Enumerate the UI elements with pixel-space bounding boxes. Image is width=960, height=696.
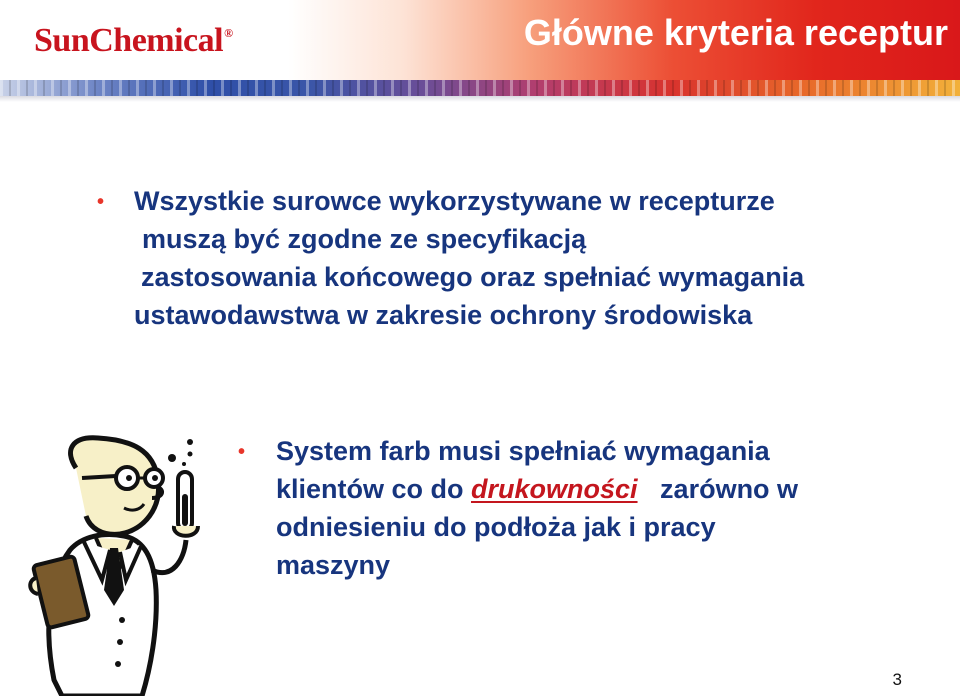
slide-title: Główne kryteria receptur <box>523 12 948 53</box>
bullet-line: ustawodawstwa w zakresie ochrony środowiska <box>134 300 753 330</box>
bullet-ink-system <box>238 432 799 584</box>
sunchemical-logo <box>34 22 233 60</box>
logo-text: SunChemical <box>34 22 224 59</box>
bullet-text: zarówno w <box>637 474 799 504</box>
bullet-line <box>276 470 798 508</box>
emphasis-printability: drukowności <box>471 474 638 504</box>
scientist-illustration-icon <box>14 430 244 696</box>
header-stripe-shadow <box>0 96 960 102</box>
header-color-stripe <box>0 80 960 96</box>
bullet-line: muszą być zgodne ze specyfikacją <box>142 224 587 254</box>
bullet-line: odniesieniu do podłoża jak i pracy <box>276 512 716 542</box>
bullet-line: maszyny <box>276 550 391 580</box>
bullet-dot-icon: • <box>238 441 246 463</box>
bullet-line: zastosowania końcowego oraz spełniać wymagania <box>141 262 805 292</box>
page-number: 3 <box>892 670 902 689</box>
bullet-line: System farb musi spełniać wymagania <box>276 436 770 466</box>
registered-mark: ® <box>224 26 233 40</box>
bullet-dot-icon: • <box>97 191 105 213</box>
slide-header <box>0 0 960 96</box>
bullet-raw-materials <box>97 182 805 334</box>
bullet-text: klientów co do <box>276 474 472 504</box>
bullet-line: Wszystkie surowce wykorzystywane w recepturze <box>134 186 775 216</box>
